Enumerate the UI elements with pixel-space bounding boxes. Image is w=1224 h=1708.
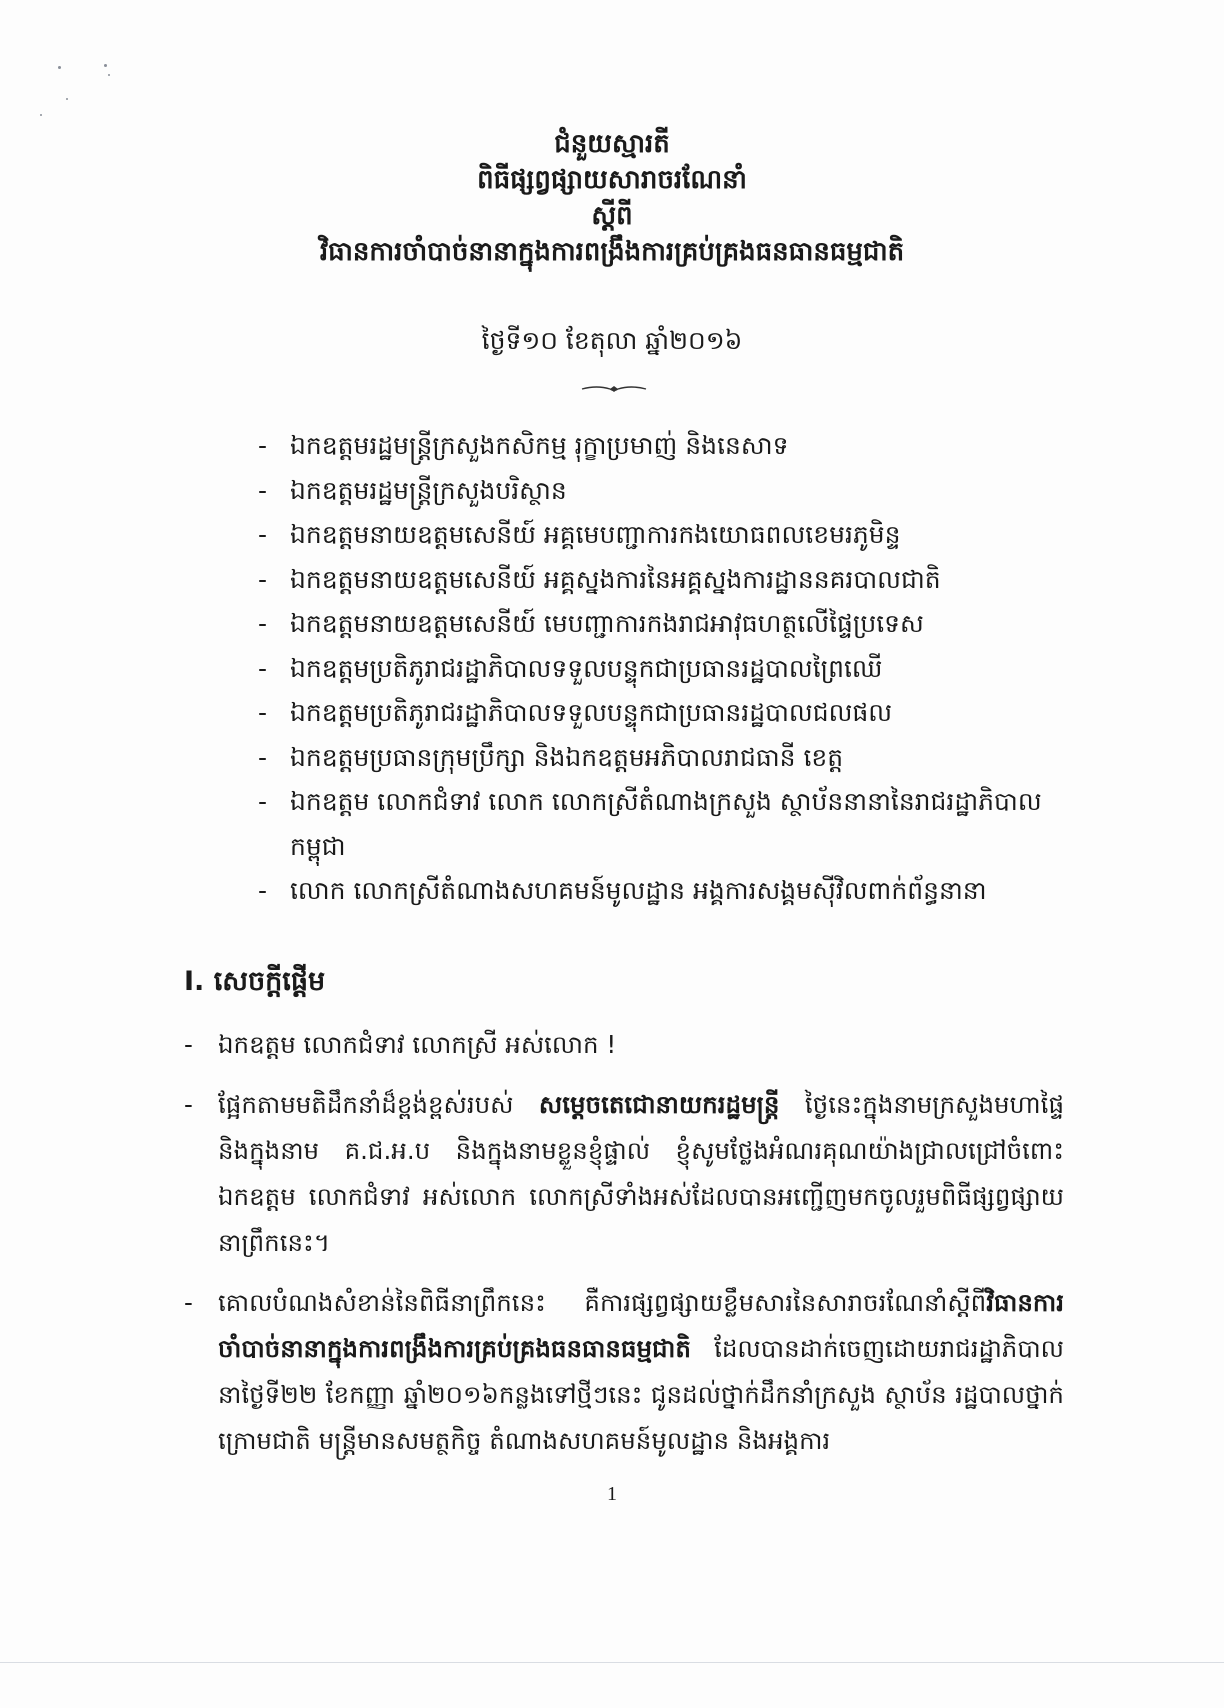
bullet-dash: - [184, 1090, 193, 1119]
addressee-text: ឯកឧត្ដមរដ្ឋមន្ត្រីក្រសួងកសិកម្ម រុក្ខាប្រមាញ់ និងនេសាទ [290, 431, 789, 460]
bullet-dash: - [184, 1288, 193, 1317]
scan-speck [58, 66, 61, 69]
title-line: វិធានការចាំបាច់នានាក្នុងការពង្រឹងការគ្រប់គ្រងធនធានធម្មជាតិ [319, 237, 905, 267]
scan-edge-line [0, 1662, 1224, 1663]
addressee-text: លោក លោកស្រីតំណាងសហគមន៍មូលដ្ឋាន អង្គការសង្គមស៊ីវិលពាក់ព័ន្ធនានា [290, 876, 987, 905]
bullet-dash: - [258, 742, 268, 772]
addressee-text: ឯកឧត្ដមនាយឧត្ដមសេនីយ៍ អគ្គមេបញ្ជាការកងយោធពលខេមរភូមិន្ទ [290, 520, 901, 549]
title-line: ពិធីផ្សព្វផ្សាយសារាចរណែនាំ [477, 165, 747, 195]
list-item [258, 558, 1078, 603]
paragraph-emphasis: សម្ដេចតេជោនាយករដ្ឋមន្ត្រី [538, 1090, 780, 1119]
bullet-dash: - [258, 520, 268, 549]
bullet-dash: - [258, 653, 268, 683]
list-item [258, 736, 1078, 781]
document-title [0, 126, 1224, 270]
addressee-text: ឯកឧត្ដមប្រតិភូរាជរដ្ឋាភិបាលទទួលបន្ទុកជាប្រធានរដ្ឋបាលព្រៃឈើ [290, 653, 883, 683]
paragraph-text: គោលបំណងសំខាន់នៃពិធីនាព្រឹកនេះ គឺការផ្សព្វផ្សាយខ្លឹមសារនៃសារាចរណែនាំស្ដីពី [218, 1288, 987, 1317]
paragraph-emphasis: វិធានការចាំបាច់នានាក្នុងការពង្រឹងការគ្រប់គ្រងធនធានធម្មជាតិ [218, 1288, 1064, 1363]
scan-speck [104, 64, 107, 67]
addressee-list [258, 424, 1078, 914]
addressee-text: ឯកឧត្ដមនាយឧត្ដមសេនីយ៍ អគ្គស្នងការនៃអគ្គស្នងការដ្ឋាននគរបាលជាតិ [290, 564, 941, 594]
bullet-dash: - [258, 431, 268, 460]
list-item [258, 513, 1078, 558]
addressee-text: ឯកឧត្ដម លោកជំទាវ លោក លោកស្រីតំណាងក្រសួង ស្ថាប័ននានានៃរាជរដ្ឋាភិបាលកម្ពុជា [290, 787, 1042, 861]
paragraph [184, 1022, 1064, 1068]
scan-speck [108, 74, 110, 76]
paragraph-text: ឯកឧត្ដម លោកជំទាវ លោកស្រី អស់លោក ! [218, 1030, 617, 1059]
list-item [258, 602, 1078, 647]
paragraph [184, 1280, 1064, 1464]
page-number: 1 [607, 1483, 617, 1505]
scan-speck [40, 114, 42, 116]
addressee-text: ឯកឧត្ដមនាយឧត្ដមសេនីយ៍ មេបញ្ជាការកងរាជអាវុធហត្ថលើផ្ទៃប្រទេស [290, 609, 924, 638]
list-item [258, 780, 1078, 869]
bullet-dash: - [258, 564, 268, 594]
title-line: ស្ដីពី [591, 201, 633, 231]
list-item [258, 647, 1078, 692]
document-date: ថ្ងៃទី១០ ខែតុលា ឆ្នាំ២០១៦ [481, 326, 743, 355]
addressee-text: ឯកឧត្ដមប្រតិភូរាជរដ្ឋាភិបាលទទួលបន្ទុកជាប្រធានរដ្ឋបាលជលផល [290, 698, 893, 727]
list-item [258, 424, 1078, 469]
addressee-text: ឯកឧត្ដមប្រធានក្រុមប្រឹក្សា និងឯកឧត្ដមអភិបាលរាជធានី ខេត្ត [290, 742, 844, 772]
addressee-text: ឯកឧត្ដមរដ្ឋមន្ត្រីក្រសួងបរិស្ថាន [290, 475, 567, 505]
bullet-dash: - [184, 1030, 193, 1059]
section-heading: I. សេចក្ដីផ្ដើម [184, 966, 326, 997]
paragraph-text: ផ្អែកតាមមតិដឹកនាំដ៏ខ្ពង់ខ្ពស់របស់ [218, 1090, 539, 1119]
list-item [258, 869, 1078, 914]
bullet-dash: - [258, 787, 268, 816]
scan-speck [66, 98, 68, 100]
paragraph [184, 1082, 1064, 1266]
bullet-dash: - [258, 876, 268, 905]
body-paragraphs [184, 1022, 1064, 1478]
bullet-dash: - [258, 609, 268, 638]
list-item [258, 691, 1078, 736]
paragraph-text: ដែលបានដាក់ចេញដោយរាជរដ្ឋាភិបាល នាថ្ងៃទី២២ ខែកញ្ញា ឆ្នាំ២០១៦កន្លងទៅថ្មីៗនេះ ជូនដល់ថ្នាក់ដឹកនាំក្រសួង ស្ថាប័ន រដ្ឋបាលថ្នាក់ក្រោមជាតិ មន្ត្រីមានសមត្ថកិច្ច តំណាងសហគមន៍មូលដ្ឋាន និងអង្គការ [218, 1334, 1064, 1455]
paragraph-text: ថ្ងៃនេះក្នុងនាមក្រសួងមហាផ្ទៃ និងក្នុងនាម គ.ជ.អ.ប និងក្នុងនាមខ្លួនខ្ញុំផ្ទាល់ ខ្ញុំសូមថ្លែងអំណរគុណយ៉ាងជ្រាលជ្រៅចំពោះឯកឧត្ដម លោកជំទាវ អស់លោក លោកស្រីទាំងអស់ដែលបានអញ្ជើញមកចូលរួមពិធីផ្សព្វផ្សាយនាព្រឹកនេះ។ [218, 1090, 1064, 1257]
list-item [258, 469, 1078, 514]
bullet-dash: - [258, 698, 268, 727]
divider-ornament-icon [580, 384, 648, 394]
bullet-dash: - [258, 475, 268, 505]
title-line: ជំនួយស្មារតី [554, 129, 670, 159]
